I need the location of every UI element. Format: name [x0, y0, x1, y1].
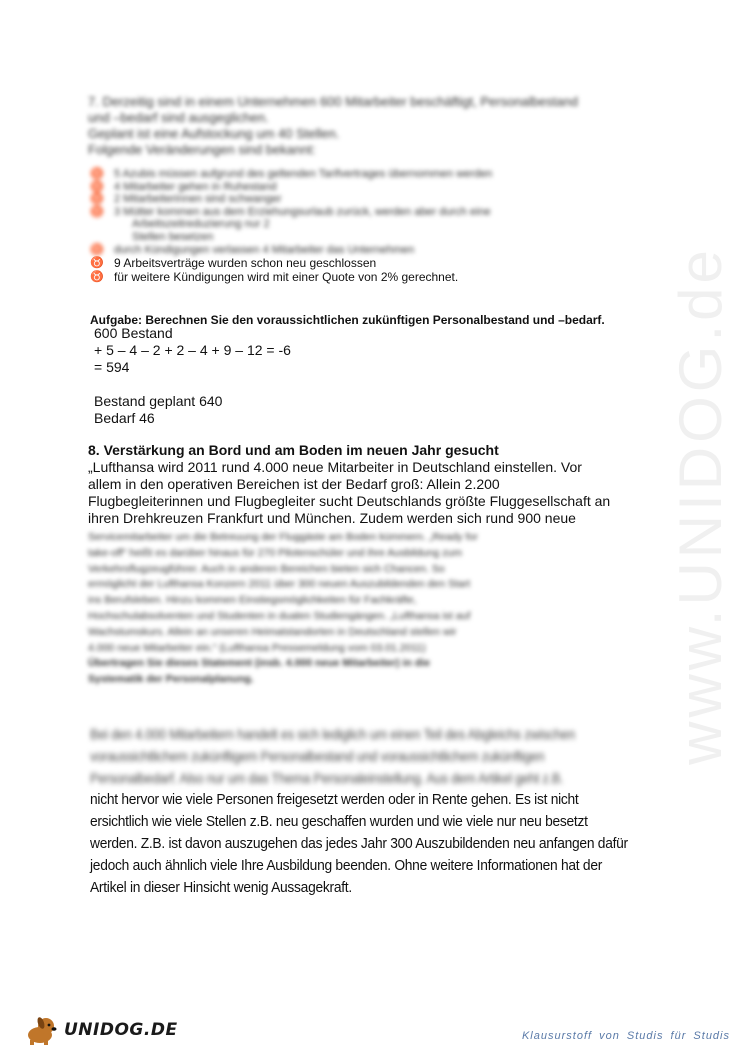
intro-line: und –bedarf sind ausgeglichen.: [88, 110, 269, 125]
list-item: ♉ für weitere Kündigungen wird mit einer Quote von 2% gerechnet.: [90, 270, 459, 285]
task-line: Systematik der Personalplanung.: [88, 673, 254, 686]
task-line: Übertragen Sie dieses Statement (insb. 4.000 neue Mitarbeiter) in die: [88, 657, 430, 670]
intro-line: 7. Derzeitig sind in einem Unternehmen 600 Mitarbeiter beschäftigt, Personalbestand: [88, 94, 578, 109]
quote-line: ins Berufsleben. Hinzu kommen Einstiegsmöglichkeiten für Fachkräfte,: [88, 594, 417, 607]
taurus-bullet-icon: ♉: [90, 257, 104, 270]
quote-line: Servicemitarbeiter um die Betreuung der Fluggäste am Boden kümmern. „Ready for: [88, 531, 478, 543]
changes-list: [90, 168, 650, 284]
intro-line: Folgende Veränderungen sind bekannt:: [88, 142, 316, 157]
taurus-bullet-icon: ♉: [90, 180, 104, 193]
question-8: [88, 442, 668, 527]
intro-line: Geplant ist eine Aufstockung um 40 Stellen.: [88, 126, 340, 141]
answer-line: werden. Z.B. ist davon auszugehen das jedes Jahr 300 Auszubildenden neu anfangen dafür: [90, 835, 628, 852]
answer-line: voraussichtlichem zukünftigem Personalbestand und voraussichtlichem zukünftigen: [90, 748, 545, 764]
logo-text: UNIDOG.DE: [64, 1020, 178, 1040]
answer-line: Bei den 4.000 Mitarbeitern handelt es sich lediglich um einen Teil des Abgleichs zwischen: [90, 726, 575, 742]
taurus-bullet-icon: ♉: [90, 168, 104, 180]
answer-block: [90, 723, 680, 899]
list-item-continuation: Stellen besetzen: [132, 230, 214, 243]
quote-line: Flugbegleiterinnen und Flugbegleiter sucht Deutschlands größte Fluggesellschaft an: [88, 493, 611, 509]
quote-line: allem in den operativen Bereichen ist der Bedarf groß: Allein 2.200: [88, 476, 500, 492]
answer-line: jedoch auch ähnlich viele Ihre Ausbildung beenden. Ohne weitere Informationen hat der: [90, 857, 603, 874]
watermark-text: www.UNIDOG.de: [666, 245, 734, 765]
section-heading: 8. Verstärkung an Bord und am Boden im neuen Jahr gesucht: [88, 442, 499, 458]
answer-line: nicht hervor wie viele Personen freigesetzt werden oder in Rente gehen. Es ist nicht: [90, 791, 579, 808]
list-item-continuation: Arbeitszeitreduzierung nur 2: [132, 218, 270, 231]
list-item: ♉ 2 Mitarbeiterinnen sind schwanger: [90, 193, 282, 206]
list-item: ♉ durch Kündigungen verlassen 4 Mitarbeiter das Unternehmen: [90, 243, 415, 256]
calc-line: Bestand geplant 640: [94, 393, 223, 409]
dog-icon: [24, 1015, 58, 1045]
question-7-intro: [88, 94, 668, 158]
taurus-bullet-icon: ♉: [90, 205, 104, 218]
list-item: ♉ 9 Arbeitsverträge wurden schon neu geschlossen: [90, 256, 377, 271]
taurus-bullet-icon: ♉: [90, 243, 104, 256]
list-item: ♉ 4 Mitarbeiter gehen in Ruhestand: [90, 180, 277, 193]
quote-line: „Lufthansa wird 2011 rund 4.000 neue Mitarbeiter in Deutschland einstellen. Vor: [88, 459, 582, 475]
list-item: ♉ 5 Azubis müssen aufgrund des geltenden Tarifvertrages übernommen werden: [90, 168, 493, 180]
quote-line: ihren Drehkreuzen Frankfurt und München. Zudem werden sich rund 900 neue: [88, 510, 576, 526]
calc-line: = 594: [94, 359, 130, 375]
taurus-bullet-icon: ♉: [90, 193, 104, 206]
answer-line: Artikel in dieser Hinsicht wenig Aussagekraft.: [90, 879, 352, 896]
answer-line: ersichtlich wie viele Stellen z.B. neu geschaffen wurden und wie viele nur neu besetzt: [90, 813, 588, 830]
quote-line: Verkehrsflugzeugführer. Auch in anderen Bereichen bieten sich Chancen. So: [88, 562, 445, 575]
quote-line: 4.000 neue Mitarbeiter ein.“ (Lufthansa Pressemeldung vom 03.01.2011): [88, 641, 426, 654]
calculation-result: [94, 393, 222, 427]
calc-line: + 5 – 4 – 2 + 2 – 4 + 9 – 12 = -6: [94, 342, 291, 358]
quote-line: Wachstumskurs. Allein an unseren Heimatstandorten in Deutschland stellen wir: [88, 625, 457, 638]
quote-line: ermöglicht der Lufthansa Konzern 2011 über 300 neuen Auszubildenden den Start: [88, 578, 471, 591]
answer-line: Personalbedarf. Also nur um das Thema Personaleinstellung. Aus dem Artikel geht z.B.: [90, 770, 564, 786]
list-item: ♉ 3 Mütter kommen aus dem Erziehungsurlaub zurück, werden aber durch eine: [90, 205, 491, 218]
footer-tagline: Klausurstoff von Studis für Studis: [521, 1030, 730, 1042]
question-8-blurred: [88, 530, 668, 688]
quote-line: Hochschulabsolventen und Studenten in dualen Studiengängen. „Lufthansa ist auf: [88, 609, 471, 622]
quote-line: take-off“ heißt es darüber hinaus für 270 Pilotenschüler und ihre Ausbildung zum: [88, 546, 462, 559]
taurus-bullet-icon: ♉: [90, 271, 104, 284]
task-statement: Aufgabe: Berechnen Sie den voraussichtlichen zukünftigen Personalbestand und –bedarf.: [90, 313, 605, 327]
calc-line: Bedarf 46: [94, 410, 155, 426]
unidog-logo: [24, 1015, 178, 1045]
calculation-block: [94, 325, 291, 376]
calc-line: 600 Bestand: [94, 325, 173, 341]
